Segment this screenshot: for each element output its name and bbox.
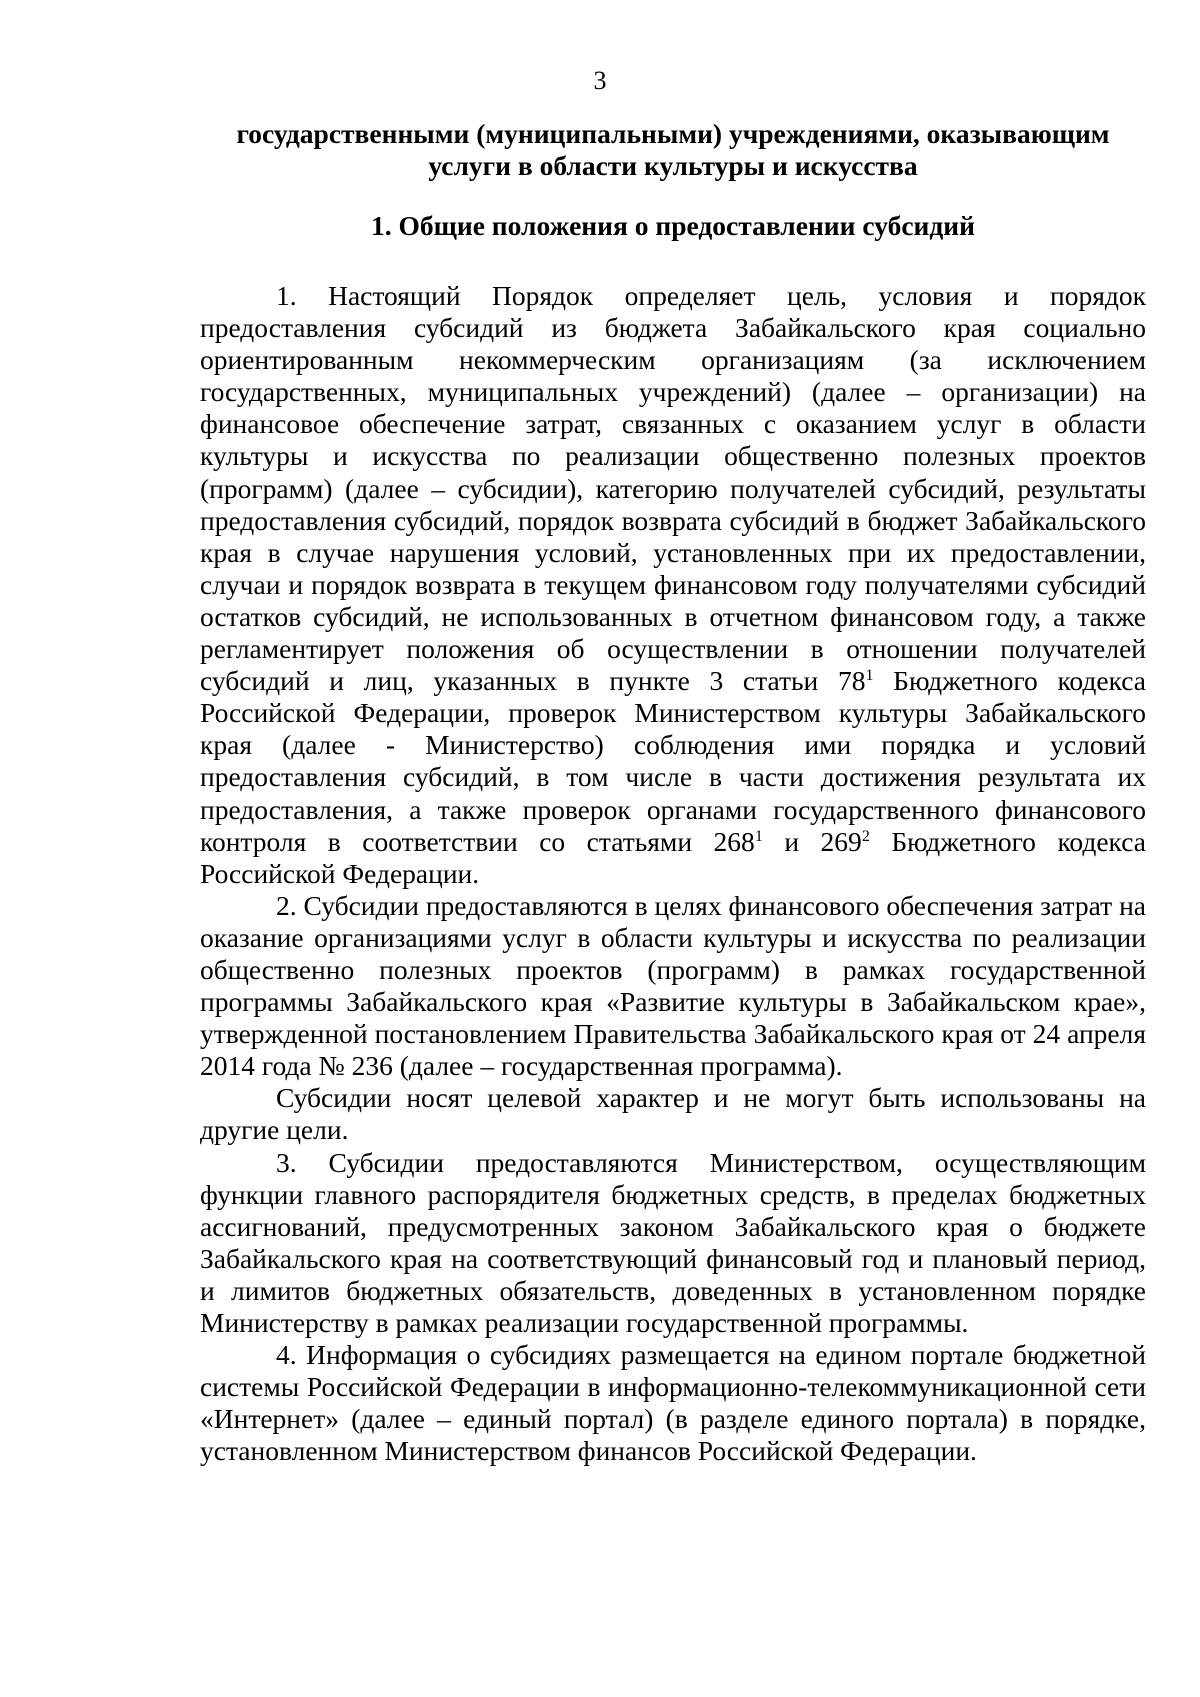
paragraph-4: 3. Субсидии предоставляются Министерством, осуществляющим функции главного распорядителя бюджетных средств, в пределах бюджетных ассигнований, предусмотренных законом Забайкальского края о бюджете Забайкальского края на соответствующий финансовый год и плановый период, и лимитов бюджетных обязательств, доведенных в установленном порядке Министерству в рамках реализации государственной программы. — [200, 1146, 1146, 1338]
paragraph-1-text-c: и 269 — [762, 825, 862, 857]
superscript-78-1: 1 — [865, 666, 874, 684]
paragraph-1-text-d: Бюджетного кодекса Российской Федерации. — [200, 825, 1146, 889]
section-heading: 1. Общие положения о предоставлении субсидий — [371, 210, 975, 241]
paragraph-1 — [200, 280, 1146, 890]
document-title: государственными (муниципальными) учреждениями, оказывающим услуги в области культуры и искусства — [236, 118, 1110, 181]
paragraph-1-text-b: Бюджетного кодекса Российской Федерации, проверок Министерством культуры Забайкальского края (далее - Министерство) соблюдения ими порядка и условий предоставления субсидий, в том числе в части достижения результата их предоставления, а также проверок органами государственного финансового контроля в соответствии со статьями 268 — [200, 665, 1146, 857]
paragraph-3: Субсидии носят целевой характер и не могут быть использованы на другие цели. — [200, 1082, 1146, 1146]
document-body — [200, 280, 1146, 1467]
superscript-268-1: 1 — [754, 827, 763, 845]
paragraph-5: 4. Информация о субсидиях размещается на едином портале бюджетной системы Российской Федерации в информационно-телекоммуникационной сети «Интернет» (далее – единый портал) (в разделе единого портала) в порядке, установленном Министерством финансов Российской Федерации. — [200, 1339, 1146, 1467]
page-number: 3 — [593, 66, 607, 95]
superscript-269-2: 2 — [861, 827, 870, 845]
paragraph-1-text-a: 1. Настоящий Порядок определяет цель, условия и порядок предоставления субсидий из бюджета Забайкальского края социально ориентированным некоммерческим организациям (за исключением государственных, муниципальных учреждений) (далее – организации) на финансовое обеспечение затрат, связанных с оказанием услуг в области культуры и искусства по реализации общественно полезных проектов (программ) (далее – субсидии), категорию получателей субсидий, результаты предоставления субсидий, порядок возврата субсидий в бюджет Забайкальского края в случае нарушения условий, установленных при их предоставлении, случаи и порядок возврата в текущем финансовом году получателями субсидий остатков субсидий, не использованных в отчетном финансовом году, а также регламентирует положения об осуществлении в отношении получателей субсидий и лиц, указанных в пункте 3 статьи 78 — [200, 280, 1146, 697]
paragraph-2: 2. Субсидии предоставляются в целях финансового обеспечения затрат на оказание организациями услуг в области культуры и искусства по реализации общественно полезных проектов (программ) в рамках государственной программы Забайкальского края «Развитие культуры в Забайкальском крае», утвержденной постановлением Правительства Забайкальского края от 24 апреля 2014 года № 236 (далее – государственная программа). — [200, 889, 1146, 1082]
